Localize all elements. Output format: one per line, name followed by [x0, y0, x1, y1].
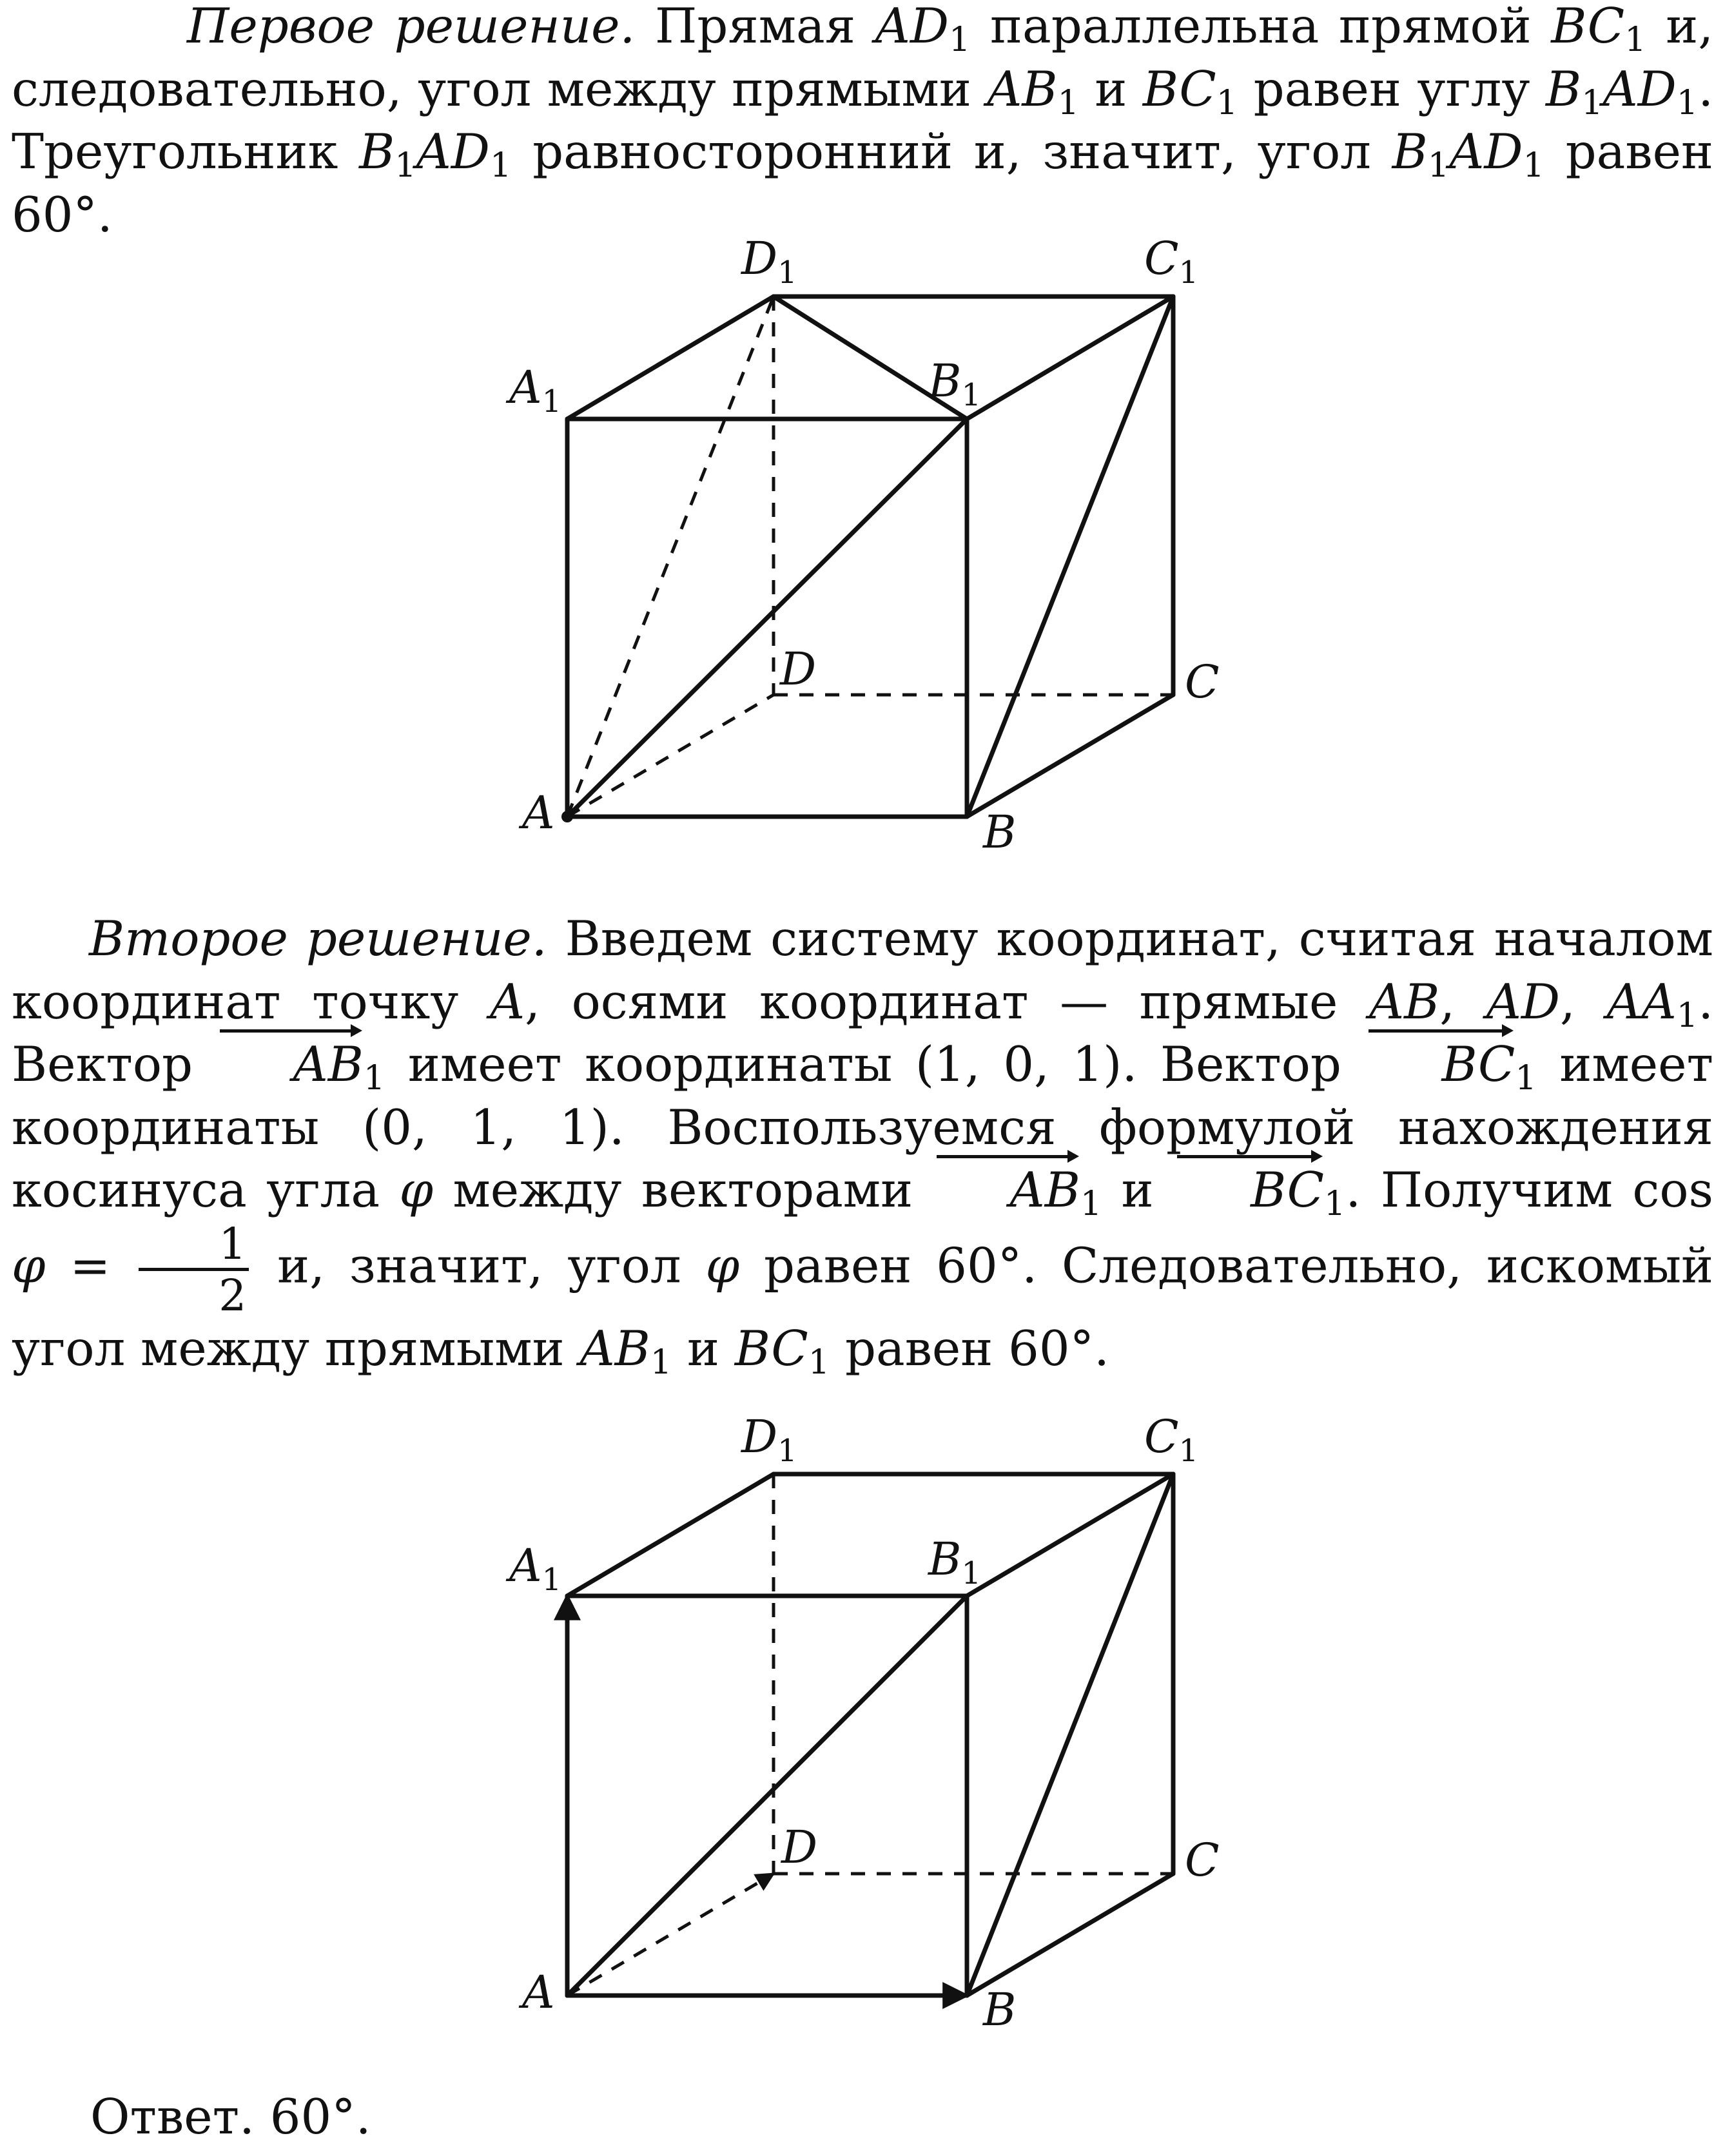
- point-A: [561, 811, 573, 822]
- text-fragment: и: [1121, 1161, 1154, 1218]
- text-fragment: . Треугольник: [12, 60, 1714, 180]
- math-B1AD1: $B_1AD_1$: [359, 123, 512, 186]
- math-BC1: $BC_1$: [1142, 60, 1238, 122]
- math-AB1: $AB_1$: [987, 60, 1079, 122]
- label-A: A: [522, 786, 555, 839]
- vector-BC1: BC: [1365, 1033, 1515, 1096]
- math-axes: AB: [1369, 973, 1440, 1030]
- label-A1: $A_1$: [509, 361, 562, 420]
- math-AD1: $AD_1$: [875, 0, 971, 60]
- hidden-segment-AD1: [567, 296, 774, 817]
- vector-BC1: BC: [1173, 1159, 1324, 1222]
- math-B1AD1: $B_1AD_1$: [1545, 60, 1699, 122]
- text-fragment: между векторами: [453, 1161, 913, 1218]
- label-C1: $C_1$: [1144, 232, 1199, 291]
- segment-BC1: [967, 296, 1173, 817]
- segment-AB1: [567, 1596, 967, 1996]
- text-fragment: и, значит, угол: [277, 1236, 681, 1294]
- text-fragment: равносторонний и, значит, угол: [532, 123, 1371, 180]
- text-fragment: параллельна прямой: [990, 0, 1532, 54]
- label-B: B: [983, 806, 1017, 859]
- math-phi: φ: [12, 1236, 46, 1294]
- cube-diagram-2: [0, 1386, 1734, 2036]
- text-fragment: равен 60°.: [12, 123, 1713, 243]
- text-fragment: Прямая: [654, 0, 856, 54]
- fraction-one-half: $\frac{1}{2}$: [139, 1222, 249, 1317]
- text-fragment: имеет координаты (0, 1, 1). Воспользуемся формулой нахождения косинуса угла: [12, 1036, 1713, 1218]
- text-fragment: . Получим cos: [1345, 1161, 1714, 1218]
- math-BC1: $BC_1$: [734, 1319, 830, 1382]
- cube-diagram-1: [0, 0, 1734, 859]
- label-D: D: [780, 643, 817, 695]
- label-C: C: [1185, 656, 1220, 708]
- text-fragment: имеет координаты (1, 0, 1). Вектор: [407, 1036, 1341, 1093]
- math-AB1: $AB_1$: [580, 1319, 672, 1382]
- text-fragment: равен углу: [1253, 60, 1530, 117]
- math-B1AD1: $B_1AD_1$: [1392, 123, 1544, 186]
- label-D1: $D_1$: [741, 232, 797, 291]
- text-fragment: , осями координат — прямые: [525, 973, 1338, 1030]
- label-B1: $B_1$: [928, 1533, 981, 1591]
- text-fragment: Введем систему координат, считая началом координат точку: [12, 910, 1713, 1030]
- label-C: C: [1185, 1834, 1220, 1887]
- vector-AB1: AB: [216, 1033, 364, 1096]
- math-BC1: $BC_1$: [1551, 0, 1646, 60]
- segment-AB1: [567, 419, 967, 817]
- edge-A1D1: [567, 296, 774, 419]
- math-phi: φ: [705, 1236, 740, 1294]
- edge-B1C1: [967, 1474, 1173, 1596]
- label-D: D: [781, 1821, 818, 1874]
- edge-BC: [967, 1874, 1173, 1996]
- edge-A1D1: [567, 1474, 774, 1596]
- text-fragment: и, следовательно, угол между прямыми: [12, 0, 1714, 117]
- text-fragment: равен 60°.: [844, 1319, 1109, 1377]
- label-A: A: [522, 1966, 555, 2019]
- text-fragment: . Вектор: [12, 973, 1714, 1093]
- label-A1: $A_1$: [509, 1539, 562, 1598]
- text-fragment: и: [687, 1319, 719, 1377]
- second-solution-paragraph: Второе решение. Введем систему координат, считая началом координат точку A, осями координат — прямые AB, AD, $AA_1$. Вектор $AB_1$ имеет координаты (1, 0, 1). Вектор $BC_1$ имеет координаты (0, 1, 1). Воспользуемся формулой нахождения косинуса угла φ между векторами $AB_1$ и $BC_1$. Получим cos φ = $\frac{1}{2}$ и, значит, угол φ равен 60°. Следовательно, искомый угол между прямыми $AB_1$ и $BC_1$ равен 60°.: [12, 910, 1714, 1382]
- segment-BC1: [967, 1474, 1173, 1996]
- label-D1: $D_1$: [741, 1410, 797, 1469]
- edge-B1C1: [967, 296, 1173, 419]
- label-C1: $C_1$: [1144, 1410, 1199, 1469]
- first-solution-lead: Первое решение.: [187, 0, 636, 54]
- edge-BC: [967, 695, 1173, 817]
- math-A: A: [489, 973, 525, 1030]
- text-fragment: равен 60°. Следовательно, искомый угол между прямыми: [12, 1236, 1714, 1377]
- vector-AB1: AB: [933, 1159, 1080, 1222]
- label-B1: $B_1$: [928, 354, 981, 413]
- second-solution-lead: Второе решение.: [89, 910, 547, 967]
- answer: Ответ. 60°.: [90, 2088, 371, 2145]
- label-B: B: [983, 1983, 1017, 2036]
- math-phi: φ: [399, 1161, 434, 1218]
- text-fragment: и: [1095, 60, 1127, 117]
